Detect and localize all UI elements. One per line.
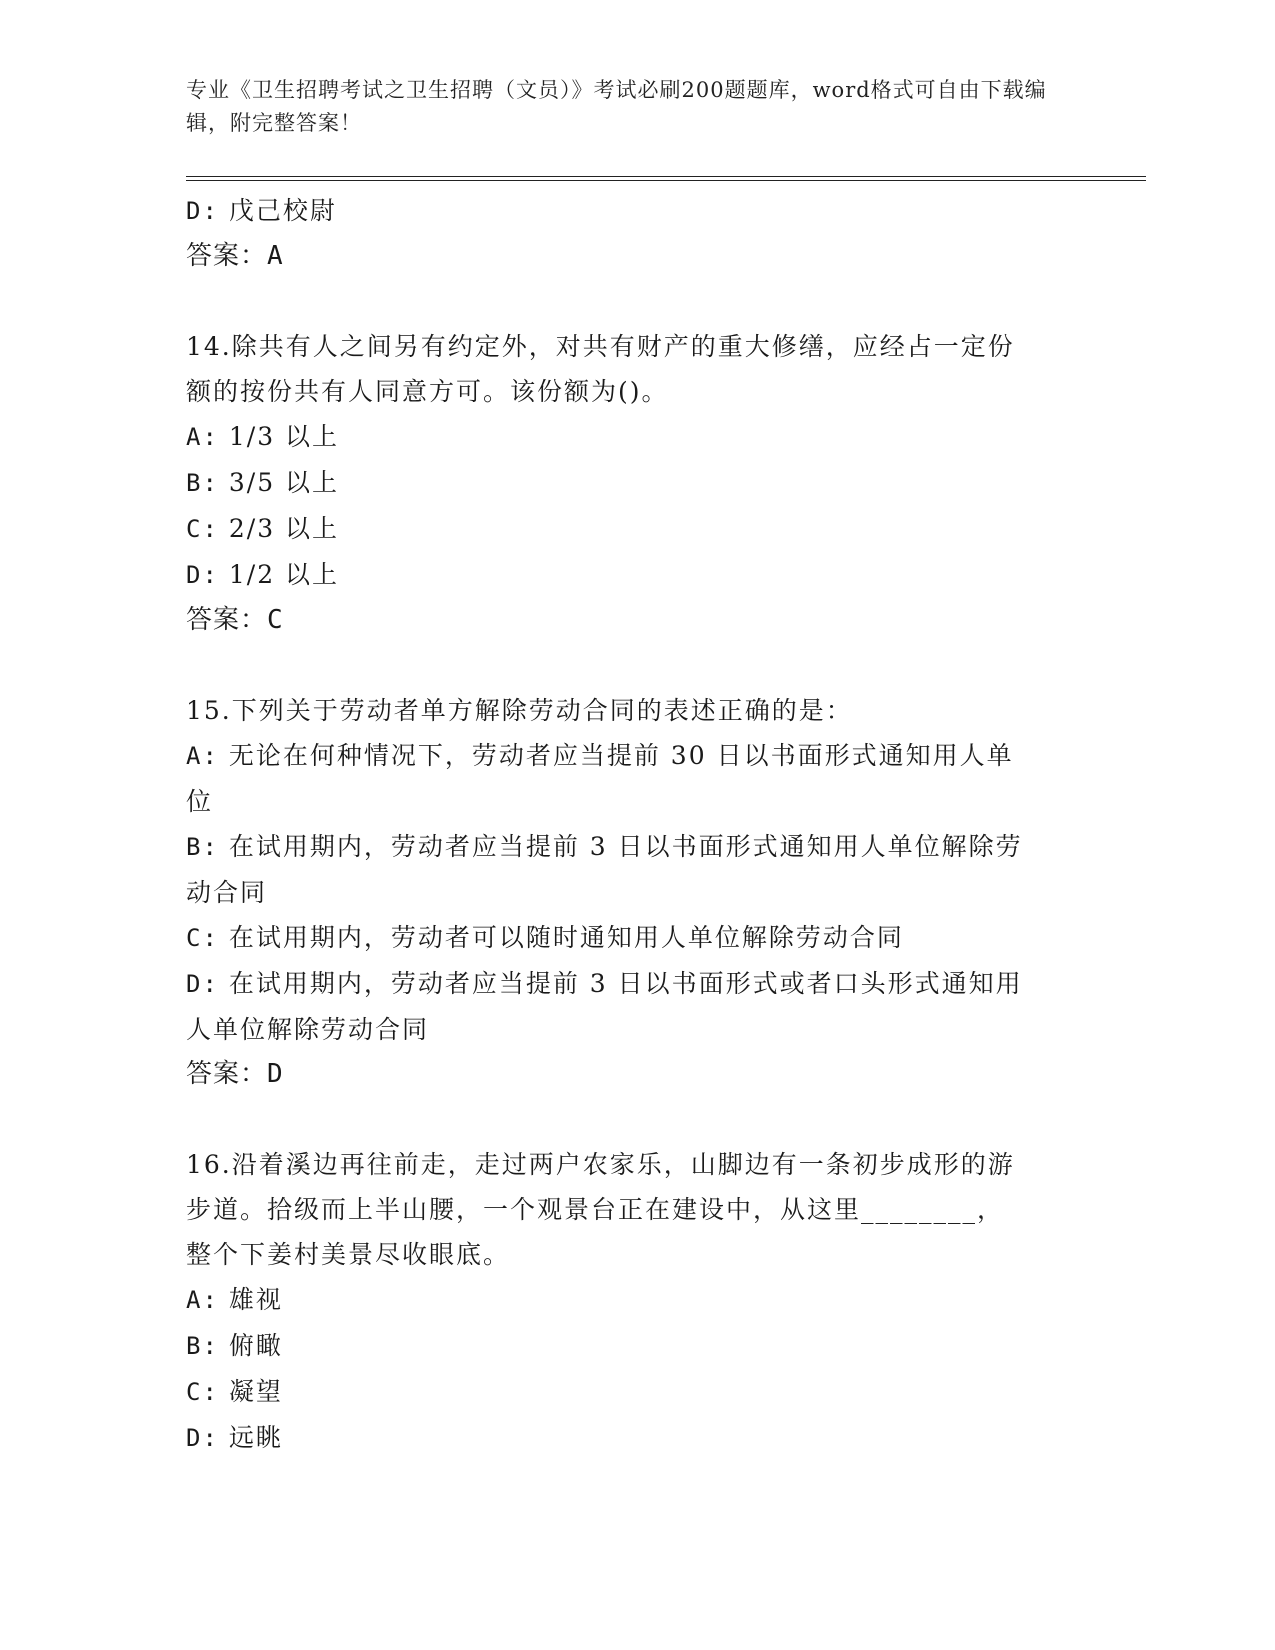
option-label: B:: [186, 833, 219, 861]
option-text: 在试用期内，劳动者可以随时通知用人单位解除劳动合同: [228, 923, 904, 952]
option-a-row: [186, 1277, 1086, 1323]
option-label: A:: [186, 423, 219, 451]
stem-text: 步道。拾级而上半山腰，一个观景台正在建设中，从这里________，: [186, 1195, 1005, 1224]
option-c-row: [186, 915, 1086, 961]
option-text: 凝望: [228, 1377, 283, 1406]
option-a-row: [186, 414, 1086, 460]
option-text: 1/3 以上: [228, 422, 340, 451]
option-label: D:: [186, 1424, 219, 1452]
option-label: D:: [186, 561, 219, 589]
option-text: 雄视: [228, 1285, 283, 1314]
question-14: [186, 324, 1086, 643]
option-text: 俯瞰: [228, 1331, 283, 1360]
option-b-row: [186, 460, 1086, 506]
question-stem-line: [186, 324, 1086, 369]
question-stem-line: [186, 1187, 1086, 1232]
question-number: 16.: [186, 1150, 232, 1179]
question-stem-line: [186, 1142, 1086, 1187]
header-rule-bottom: [186, 180, 1146, 181]
option-text: 2/3 以上: [228, 514, 340, 543]
option-d-row: [186, 552, 1086, 598]
answer-value: A: [267, 241, 284, 271]
answer-value: C: [267, 605, 284, 635]
answer-label: 答案：: [186, 241, 268, 271]
spacer: [186, 1097, 1086, 1142]
question-number: 15.: [186, 696, 232, 725]
question-stem-line: [186, 369, 1086, 414]
option-label: B:: [186, 1332, 219, 1360]
answer-label: 答案：: [186, 1059, 268, 1089]
stem-text: 下列关于劳动者单方解除劳动合同的表述正确的是：: [231, 696, 853, 725]
answer-row: [186, 234, 1086, 279]
option-d-row: [186, 188, 1086, 234]
option-text: 人单位解除劳动合同: [186, 1015, 430, 1044]
option-text: 远眺: [228, 1423, 283, 1452]
option-label: D:: [186, 970, 219, 998]
option-continuation: [186, 779, 1086, 824]
option-text: 位: [186, 787, 214, 816]
question-number: 14.: [186, 332, 232, 361]
option-a-row: [186, 733, 1086, 779]
option-text: 动合同: [186, 878, 268, 907]
option-d-row: [186, 961, 1086, 1007]
document-header: [186, 74, 1066, 140]
option-c-row: [186, 506, 1086, 552]
answer-row: [186, 598, 1086, 643]
question-15: [186, 688, 1086, 1097]
option-b-row: [186, 824, 1086, 870]
option-label: D:: [186, 197, 219, 225]
option-d-row: [186, 1415, 1086, 1461]
answer-value: D: [267, 1059, 284, 1089]
spacer: [186, 279, 1086, 324]
stem-text: 除共有人之间另有约定外，对共有财产的重大修缮，应经占一定份: [231, 332, 1015, 361]
option-label: C:: [186, 1378, 219, 1406]
option-text: 在试用期内，劳动者应当提前 3 日以书面形式通知用人单位解除劳: [228, 832, 1023, 861]
option-label: A:: [186, 742, 219, 770]
answer-label: 答案：: [186, 605, 268, 635]
question-stem-line: [186, 1232, 1086, 1277]
header-text: 专业《卫生招聘考试之卫生招聘（文员）》考试必刷200题题库，word格式可自由下载编辑，附完整答案！: [186, 78, 1047, 135]
option-c-row: [186, 1369, 1086, 1415]
option-text: 无论在何种情况下，劳动者应当提前 30 日以书面形式通知用人单: [228, 741, 1014, 770]
stem-text: 额的按份共有人同意方可。该份额为()。: [186, 377, 669, 406]
question-16: [186, 1142, 1086, 1461]
spacer: [186, 643, 1086, 688]
option-label: A:: [186, 1286, 219, 1314]
option-continuation: [186, 870, 1086, 915]
option-b-row: [186, 1323, 1086, 1369]
question-stem-line: [186, 688, 1086, 733]
stem-text: 沿着溪边再往前走，走过两户农家乐，山脚边有一条初步成形的游: [231, 1150, 1015, 1179]
option-text: 戊己校尉: [228, 196, 337, 225]
option-text: 在试用期内，劳动者应当提前 3 日以书面形式或者口头形式通知用: [228, 969, 1023, 998]
option-text: 1/2 以上: [228, 560, 340, 589]
header-rule-top: [186, 176, 1146, 177]
answer-row: [186, 1052, 1086, 1097]
option-label: C:: [186, 924, 219, 952]
option-label: B:: [186, 469, 219, 497]
stem-text: 整个下姜村美景尽收眼底。: [186, 1240, 511, 1269]
option-text: 3/5 以上: [228, 468, 340, 497]
question-content: [186, 188, 1086, 1461]
option-label: C:: [186, 515, 219, 543]
option-continuation: [186, 1007, 1086, 1052]
